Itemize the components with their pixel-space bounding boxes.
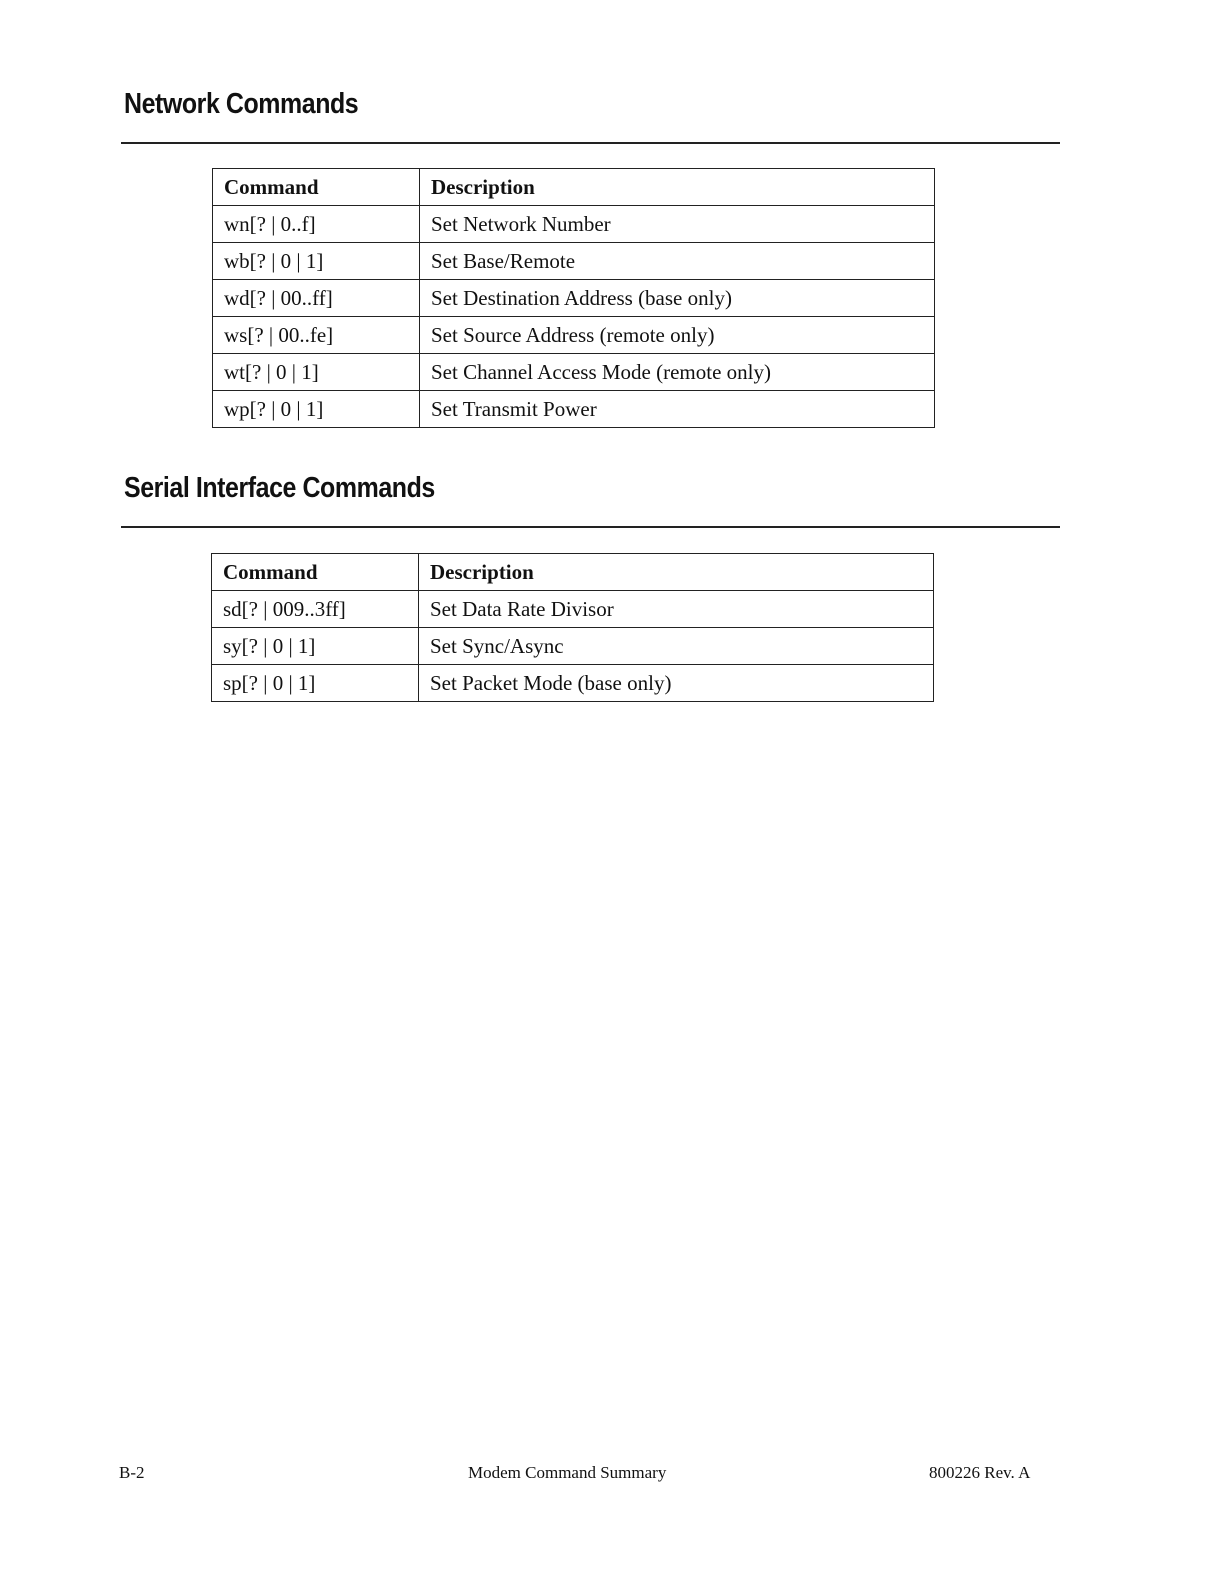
table-row [213, 206, 935, 243]
command-cell: wt[? | 0 | 1] [213, 354, 420, 391]
description-cell: Set Source Address (remote only) [420, 317, 935, 354]
table-row [213, 354, 935, 391]
network-section-rule [121, 142, 1060, 144]
table-row [212, 665, 934, 702]
command-cell: ws[? | 00..fe] [213, 317, 420, 354]
table-row [213, 391, 935, 428]
table-row [212, 591, 934, 628]
footer-doc-id: 800226 Rev. A [929, 1463, 1031, 1482]
description-cell: Set Packet Mode (base only) [419, 665, 934, 702]
table-header-row [213, 169, 935, 206]
table-header-row [212, 554, 934, 591]
table-row [213, 317, 935, 354]
command-cell: wd[? | 00..ff] [213, 280, 420, 317]
network-commands-heading: Network Commands [124, 88, 359, 120]
description-cell: Set Sync/Async [419, 628, 934, 665]
description-column-header: Description [420, 169, 935, 206]
command-cell: sd[? | 009..3ff] [212, 591, 419, 628]
serial-section-rule [121, 526, 1060, 528]
description-cell: Set Transmit Power [420, 391, 935, 428]
table-row [212, 628, 934, 665]
command-cell: wb[? | 0 | 1] [213, 243, 420, 280]
command-cell: sp[? | 0 | 1] [212, 665, 419, 702]
serial-interface-commands-heading: Serial Interface Commands [124, 472, 435, 504]
table-row [213, 243, 935, 280]
serial-interface-commands-table [211, 553, 934, 702]
command-column-header: Command [212, 554, 419, 591]
command-cell: wp[? | 0 | 1] [213, 391, 420, 428]
description-cell: Set Channel Access Mode (remote only) [420, 354, 935, 391]
description-cell: Set Network Number [420, 206, 935, 243]
footer-page-number: B-2 [119, 1463, 145, 1482]
table-row [213, 280, 935, 317]
command-cell: wn[? | 0..f] [213, 206, 420, 243]
network-commands-table [212, 168, 935, 428]
description-cell: Set Destination Address (base only) [420, 280, 935, 317]
command-cell: sy[? | 0 | 1] [212, 628, 419, 665]
footer-title: Modem Command Summary [468, 1463, 667, 1482]
description-column-header: Description [419, 554, 934, 591]
command-column-header: Command [213, 169, 420, 206]
description-cell: Set Base/Remote [420, 243, 935, 280]
description-cell: Set Data Rate Divisor [419, 591, 934, 628]
